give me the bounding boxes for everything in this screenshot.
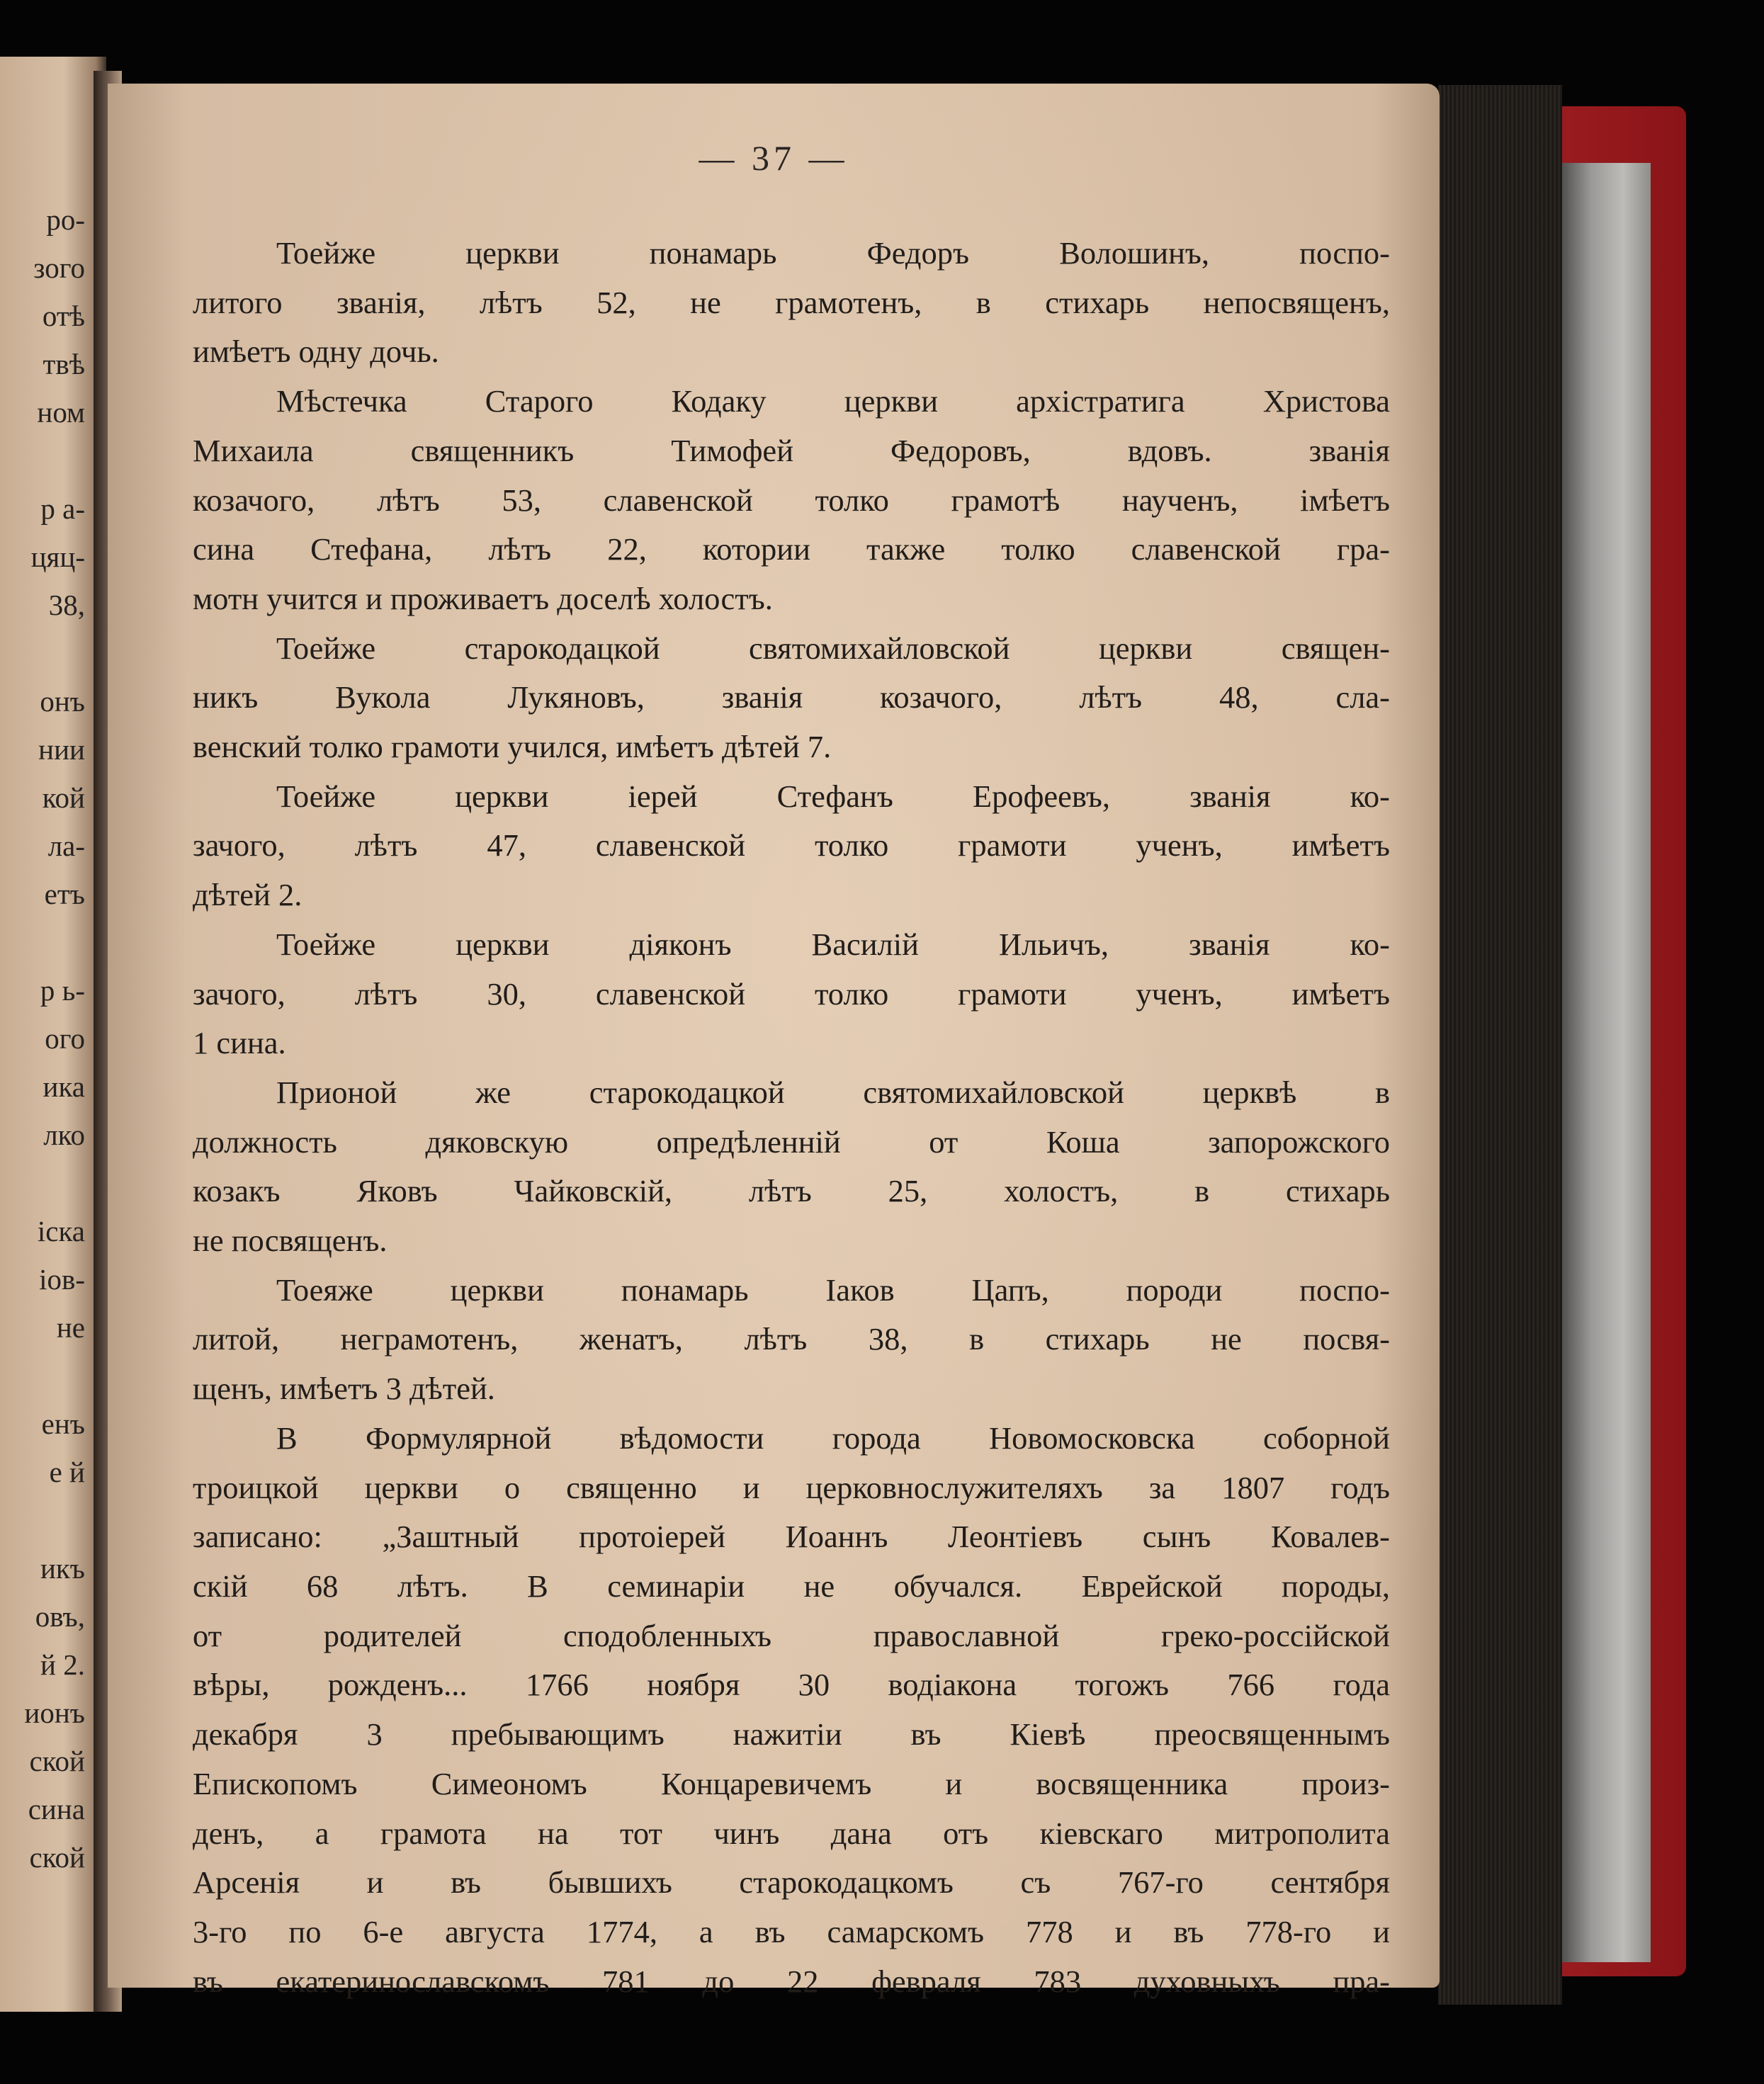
- paragraph: [193, 229, 1390, 377]
- left-page-fragment: зого: [33, 251, 85, 284]
- text-line: литого званія, лѣтъ 52, не грамотенъ, в стихарь непосвященъ,: [193, 284, 1390, 320]
- left-page-fragment: ионъ: [24, 1697, 85, 1729]
- text-line: имѣетъ одну дочь.: [193, 334, 439, 370]
- left-page-fragment: 38,: [48, 589, 85, 621]
- left-page-fragment: етъ: [44, 878, 85, 910]
- left-page-fragment: іска: [37, 1215, 85, 1247]
- text-line: Прионой же старокодацкой святомихайловской церквѣ в: [276, 1074, 1390, 1110]
- left-page-text: [0, 57, 94, 2012]
- left-page-fragment: не: [56, 1311, 85, 1344]
- paragraph: [193, 1414, 1390, 2006]
- page-fore-edge: [1559, 163, 1651, 1962]
- left-page-fragment: ской: [29, 1745, 85, 1777]
- text-line: 1 сина.: [193, 1025, 286, 1061]
- text-line: 3-го по 6-е августа 1774, а въ самарскомъ 778 и въ 778-го и: [193, 1913, 1390, 1949]
- left-page-fragment: й 2.: [40, 1648, 85, 1681]
- paragraph: [193, 624, 1390, 772]
- text-line: Тоеяже церкви понамарь Іаков Цапъ, породи поспо-: [276, 1272, 1390, 1308]
- left-page-fragment: р а-: [40, 492, 85, 525]
- text-line: не посвященъ.: [193, 1223, 388, 1259]
- page-number: — 37 —: [699, 138, 849, 178]
- text-line: Тоейже старокодацкой святомихайловской церкви священ-: [276, 630, 1390, 666]
- text-line: декабря 3 пребывающимъ нажитіи въ Кіевѣ преосвященнымъ: [193, 1716, 1390, 1752]
- left-page-fragment: ика: [43, 1070, 85, 1103]
- page-leaves: [1438, 85, 1562, 2005]
- left-page-fragment: ла-: [47, 829, 85, 862]
- left-page-fragment: іов-: [39, 1263, 85, 1296]
- left-page-fragment: ном: [37, 396, 85, 429]
- text-line: козакъ Яковъ Чайковскій, лѣтъ 25, холостъ, в стихарь: [193, 1173, 1390, 1209]
- left-page: [0, 57, 106, 2012]
- right-page: [108, 84, 1440, 1999]
- left-page-fragment: овъ,: [35, 1600, 85, 1633]
- text-line: Тоейже церкви іерей Стефанъ Ерофеевъ, званія ко-: [276, 778, 1390, 814]
- text-line: вѣры, рожденъ... 1766 ноября 30 водіакона тогожъ 766 года: [193, 1667, 1390, 1703]
- left-page-fragment: нии: [38, 733, 85, 766]
- left-page-fragment: ро-: [46, 203, 85, 236]
- left-page-fragment: твѣ: [43, 348, 85, 380]
- text-line: никъ Вукола Лукяновъ, званія козачого, лѣтъ 48, сла-: [193, 679, 1390, 715]
- paragraph: [193, 1266, 1390, 1414]
- paragraph: [193, 920, 1390, 1068]
- text-line: мотн учится и проживаетъ доселѣ холостъ.: [193, 580, 773, 616]
- text-line: от родителей сподобленныхъ православной греко-россійской: [193, 1617, 1390, 1653]
- page-text: [193, 229, 1390, 2006]
- left-page-fragment: онъ: [40, 685, 85, 718]
- left-page-fragment: кой: [42, 781, 85, 814]
- text-line: щенъ, имѣетъ 3 дѣтей.: [193, 1371, 495, 1407]
- left-page-fragment: икъ: [40, 1552, 85, 1585]
- text-line: козачого, лѣтъ 53, славенской толко грамотѣ наученъ, імѣетъ: [193, 482, 1390, 518]
- paragraph: [193, 772, 1390, 920]
- left-page-fragment: енъ: [41, 1408, 85, 1440]
- left-page-fragment: ской: [29, 1841, 85, 1874]
- text-line: записано: „Заштный протоіерей Иоаннъ Леонтіевъ сынъ Ковалев-: [193, 1519, 1390, 1555]
- left-page-fragment: р ь-: [40, 974, 85, 1007]
- text-line: сина Стефана, лѣтъ 22, котории также толко славенской гра-: [193, 531, 1390, 567]
- text-line: денъ, а грамота на тот чинъ дана отъ кіевскаго митрополита: [193, 1815, 1390, 1851]
- left-page-fragment: отѣ: [42, 300, 85, 332]
- text-line: зачого, лѣтъ 30, славенской толко грамоти ученъ, имѣетъ: [193, 975, 1390, 1012]
- text-line: дѣтей 2.: [193, 877, 303, 913]
- left-page-fragment: е й: [49, 1456, 85, 1488]
- left-page-fragment: ого: [45, 1022, 85, 1055]
- left-page-fragment: сина: [28, 1793, 85, 1825]
- text-line: Тоейже церкви понамарь Федоръ Волошинъ, поспо-: [276, 235, 1390, 271]
- text-line: троицкой церкви о священно и церковнослужителяхъ за 1807 годъ: [193, 1469, 1390, 1505]
- text-line: Мѣстечка Старого Кодаку церкви архістратига Христова: [276, 383, 1390, 419]
- text-line: Арсенія и въ бывшихъ старокодацкомъ съ 767-го сентября: [193, 1864, 1390, 1901]
- paragraph: [193, 377, 1390, 624]
- text-line: В Формулярной вѣдомости города Новомосковска соборной: [276, 1420, 1390, 1456]
- text-line: Михаила священникъ Тимофей Федоровъ, вдовъ. званія: [193, 432, 1390, 468]
- left-page-fragment: лко: [43, 1119, 85, 1151]
- text-line: должность дяковскую опредѣленній от Коша запорожского: [193, 1123, 1390, 1160]
- paragraph: [193, 1068, 1390, 1266]
- text-line: Епископомъ Симеономъ Концаревичемъ и восвященника произ-: [193, 1765, 1390, 1801]
- text-line: венский толко грамоти учился, имѣетъ дѣтей 7.: [193, 729, 832, 765]
- text-line: скій 68 лѣтъ. В семинаріи не обучался. Еврейской породы,: [193, 1568, 1390, 1604]
- text-line: Тоейже церкви діяконъ Василій Ильичъ, званія ко-: [276, 926, 1390, 962]
- text-line: въ екатеринославскомъ 781 до 22 февраля 783 духовныхъ пра-: [193, 1963, 1390, 1999]
- text-line: зачого, лѣтъ 47, славенской толко грамоти ученъ, имѣетъ: [193, 827, 1390, 863]
- text-line: литой, неграмотенъ, женатъ, лѣтъ 38, в стихарь не посвя-: [193, 1321, 1390, 1357]
- left-page-fragment: цяц-: [30, 540, 85, 573]
